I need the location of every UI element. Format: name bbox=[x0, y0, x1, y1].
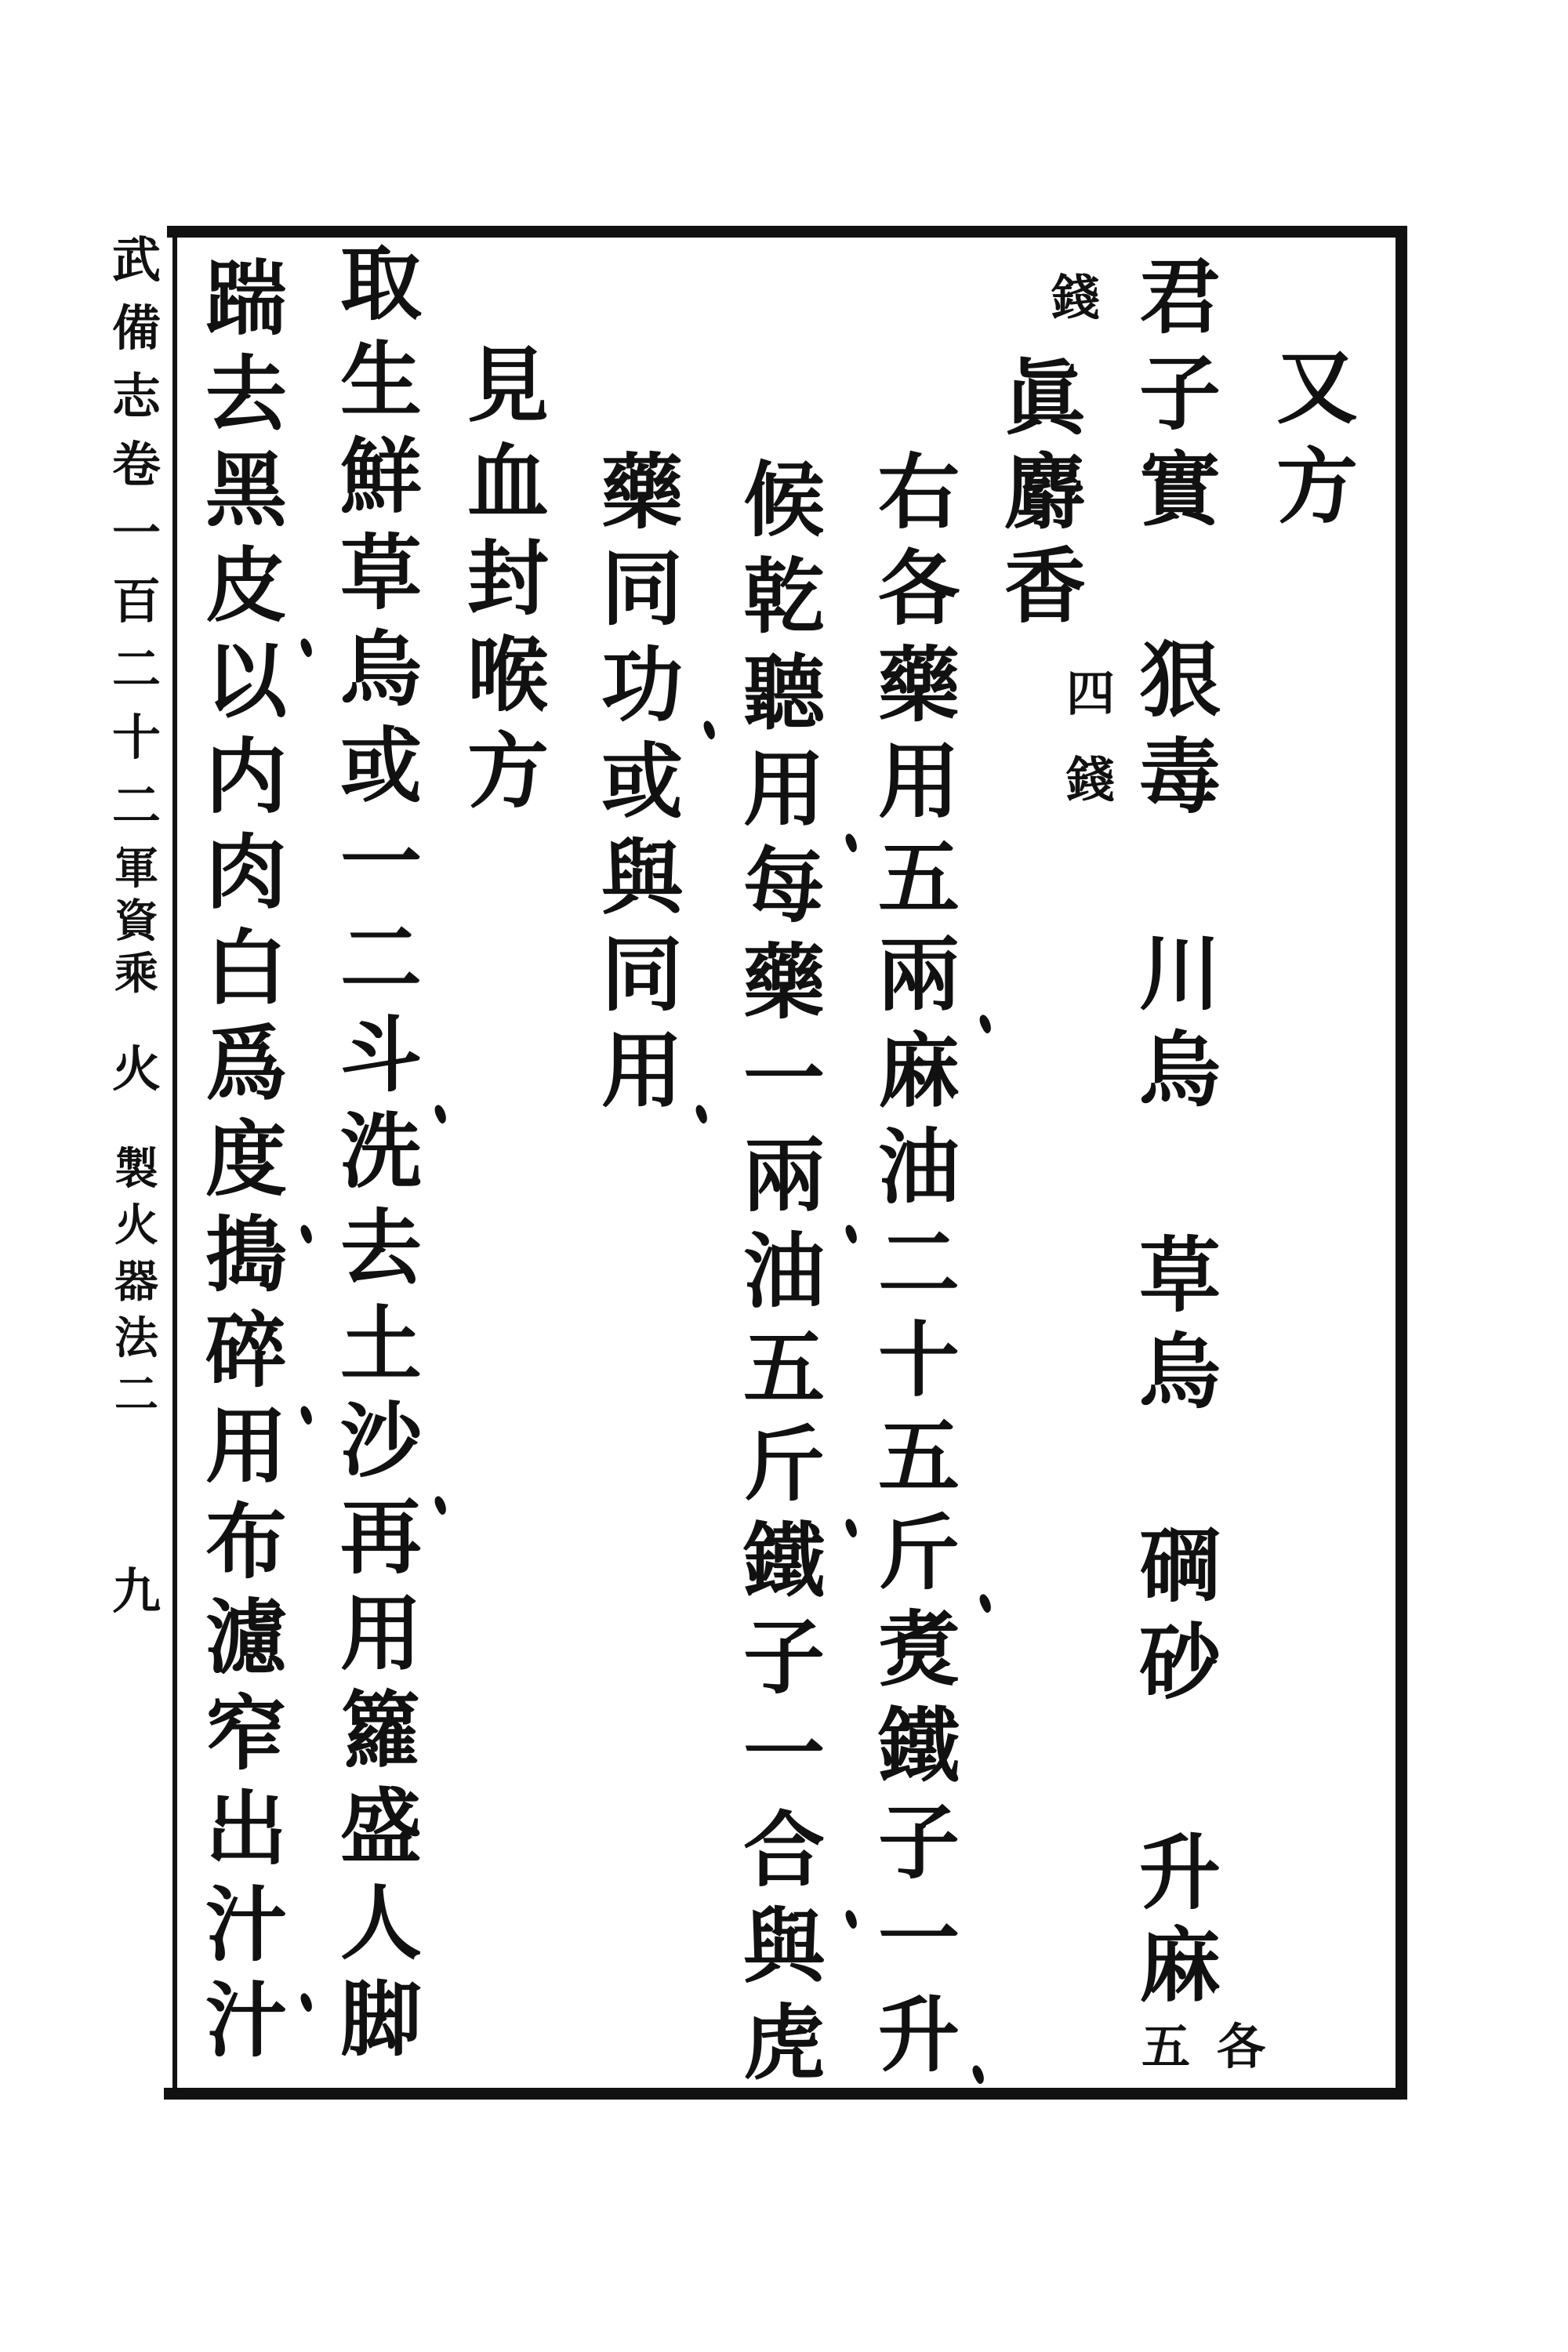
glyph: 乾 bbox=[742, 548, 825, 644]
glyph: 五 bbox=[877, 1408, 960, 1504]
glyph: 每 bbox=[742, 837, 825, 934]
glyph: 斤 bbox=[742, 1416, 825, 1512]
glyph: 二 bbox=[339, 910, 422, 1007]
glyph: 再 bbox=[339, 1489, 422, 1585]
glyph: 去 bbox=[339, 1200, 422, 1296]
glyph: 封 bbox=[466, 530, 549, 626]
glyph: 四 bbox=[1065, 665, 1115, 722]
instruction-line bbox=[191, 251, 301, 2068]
glyph: 二 bbox=[111, 777, 161, 834]
glyph: 同 bbox=[601, 926, 683, 1022]
glyph: 又 bbox=[1276, 339, 1358, 435]
glyph: 汁 bbox=[205, 1972, 287, 2068]
glyph: 軍 bbox=[114, 843, 158, 895]
glyph: 香 bbox=[1004, 538, 1086, 634]
glyph: 眞 bbox=[1004, 350, 1086, 446]
glyph: 鐵 bbox=[742, 1512, 825, 1609]
recipe-1-heading bbox=[1262, 337, 1372, 536]
glyph: 子 bbox=[877, 1794, 960, 1890]
glyph: 血 bbox=[466, 434, 549, 530]
glyph: 内 bbox=[205, 728, 287, 825]
glyph: 汁 bbox=[205, 1876, 287, 1973]
instruction-line bbox=[864, 444, 974, 2083]
punctuation-mark bbox=[701, 720, 718, 741]
glyph: 升 bbox=[877, 1987, 960, 2083]
glyph: 洗 bbox=[339, 1103, 422, 1200]
glyph: 沙 bbox=[339, 1392, 422, 1489]
glyph: 同 bbox=[601, 540, 683, 637]
glyph: 黑 bbox=[205, 441, 287, 538]
glyph: 或 bbox=[601, 733, 683, 829]
glyph: 取 bbox=[339, 235, 422, 332]
punctuation-mark bbox=[977, 1014, 994, 1035]
glyph: 斤 bbox=[877, 1504, 960, 1601]
glyph: 爲 bbox=[205, 1015, 287, 1112]
instruction-line bbox=[729, 452, 839, 2091]
margin-book-title bbox=[108, 226, 169, 840]
glyph: 脚 bbox=[339, 1971, 422, 2067]
ingredient-item bbox=[1125, 1824, 1235, 2013]
frame-right-border bbox=[1396, 226, 1407, 2100]
margin-page-number bbox=[108, 1560, 169, 1623]
glyph: 用 bbox=[742, 741, 825, 837]
glyph: 油 bbox=[877, 1119, 960, 1215]
glyph: 二 bbox=[111, 641, 161, 698]
instruction-line bbox=[587, 444, 697, 1119]
dosage-note bbox=[1059, 651, 1122, 823]
glyph: 實 bbox=[1138, 441, 1221, 538]
glyph: 與 bbox=[742, 1898, 825, 1994]
glyph: 二 bbox=[877, 1215, 960, 1312]
margin-label bbox=[108, 220, 174, 1631]
glyph: 藥 bbox=[877, 637, 960, 733]
glyph: 出 bbox=[205, 1780, 287, 1877]
punctuation-mark bbox=[843, 1224, 860, 1245]
glyph: 各 bbox=[877, 540, 960, 637]
punctuation-mark bbox=[843, 1518, 860, 1539]
dosage-note bbox=[1210, 2016, 1272, 2078]
glyph: 或 bbox=[339, 717, 422, 814]
glyph: 聽 bbox=[742, 644, 825, 741]
glyph: 濾 bbox=[205, 1589, 287, 1686]
glyph: 製 bbox=[114, 1143, 158, 1195]
glyph: 麻 bbox=[1138, 1917, 1221, 2013]
glyph: 斗 bbox=[339, 1007, 422, 1103]
instruction-line bbox=[326, 235, 436, 2067]
glyph: 錢 bbox=[1065, 751, 1115, 808]
margin-category bbox=[108, 1033, 169, 1105]
glyph: 右 bbox=[877, 444, 960, 540]
glyph: 用 bbox=[339, 1585, 422, 1682]
glyph: 鐵 bbox=[877, 1697, 960, 1794]
glyph: 毒 bbox=[1138, 728, 1221, 825]
glyph: 升 bbox=[1138, 1824, 1221, 1921]
glyph: 度 bbox=[205, 1111, 287, 1207]
glyph: 煑 bbox=[877, 1601, 960, 1697]
glyph: 川 bbox=[1138, 925, 1221, 1022]
glyph: 與 bbox=[601, 829, 683, 926]
glyph: 去 bbox=[205, 346, 287, 442]
ingredient-item bbox=[1125, 249, 1235, 538]
ingredient-item bbox=[1125, 632, 1235, 825]
glyph: 烏 bbox=[339, 621, 422, 717]
glyph: 備 bbox=[111, 299, 161, 357]
glyph: 候 bbox=[742, 452, 825, 548]
glyph: 乘 bbox=[114, 948, 158, 1000]
glyph: 人 bbox=[339, 1875, 422, 1971]
glyph: 皮 bbox=[205, 537, 287, 633]
glyph: 草 bbox=[1138, 1227, 1221, 1323]
glyph: 一 bbox=[111, 504, 161, 561]
glyph: 狠 bbox=[1138, 632, 1221, 728]
ingredient-item bbox=[1125, 1517, 1235, 1710]
glyph: 功 bbox=[601, 637, 683, 733]
ingredient-item bbox=[1125, 1227, 1235, 1420]
glyph: 法 bbox=[114, 1312, 158, 1364]
glyph: 合 bbox=[742, 1802, 825, 1898]
glyph: 卷 bbox=[111, 436, 161, 493]
glyph: 二 bbox=[114, 1369, 158, 1421]
glyph: 器 bbox=[114, 1256, 158, 1308]
glyph: 火 bbox=[114, 1200, 158, 1251]
glyph: 志 bbox=[111, 368, 161, 425]
dosage-note bbox=[1044, 267, 1107, 329]
punctuation-mark bbox=[977, 1593, 994, 1614]
glyph: 一 bbox=[742, 1030, 825, 1127]
glyph: 碙 bbox=[1138, 1517, 1221, 1613]
glyph: 麻 bbox=[877, 1022, 960, 1119]
glyph: 火 bbox=[111, 1040, 161, 1098]
glyph: 錢 bbox=[1051, 269, 1100, 326]
glyph: 生 bbox=[339, 332, 422, 428]
glyph: 藥 bbox=[742, 934, 825, 1030]
glyph: 九 bbox=[111, 1563, 161, 1620]
glyph: 兩 bbox=[877, 926, 960, 1022]
glyph: 盛 bbox=[339, 1778, 422, 1875]
margin-section bbox=[108, 843, 169, 1000]
dosage-note bbox=[1134, 2016, 1197, 2078]
glyph: 喉 bbox=[466, 626, 549, 723]
punctuation-mark bbox=[843, 833, 860, 854]
glyph: 用 bbox=[205, 1398, 287, 1494]
glyph: 五 bbox=[877, 829, 960, 926]
glyph: 踹 bbox=[205, 250, 287, 347]
glyph: 肉 bbox=[205, 824, 287, 920]
ingredient-item bbox=[1125, 925, 1235, 1118]
glyph: 麝 bbox=[1004, 444, 1086, 540]
glyph: 以 bbox=[205, 633, 287, 729]
glyph: 方 bbox=[1276, 438, 1358, 535]
glyph: 子 bbox=[1138, 345, 1221, 441]
recipe-2-heading bbox=[453, 337, 563, 819]
punctuation-mark bbox=[843, 1909, 860, 1930]
glyph: 白 bbox=[205, 920, 287, 1016]
glyph: 布 bbox=[205, 1494, 287, 1590]
glyph: 各 bbox=[1216, 2018, 1265, 2075]
glyph: 籮 bbox=[339, 1682, 422, 1778]
glyph: 烏 bbox=[1138, 1323, 1221, 1420]
glyph: 砂 bbox=[1138, 1613, 1221, 1710]
glyph: 窄 bbox=[205, 1685, 287, 1781]
glyph: 一 bbox=[877, 1890, 960, 1987]
glyph: 五 bbox=[1141, 2018, 1190, 2075]
glyph: 十 bbox=[877, 1312, 960, 1408]
glyph: 百 bbox=[111, 572, 161, 630]
glyph: 烏 bbox=[1138, 1022, 1221, 1118]
glyph: 土 bbox=[339, 1296, 422, 1392]
ingredient-item bbox=[990, 351, 1100, 633]
glyph: 油 bbox=[742, 1223, 825, 1319]
glyph: 一 bbox=[339, 814, 422, 910]
glyph: 搗 bbox=[205, 1207, 287, 1303]
glyph: 武 bbox=[111, 231, 161, 289]
glyph: 子 bbox=[742, 1609, 825, 1705]
glyph: 藥 bbox=[601, 444, 683, 540]
glyph: 一 bbox=[742, 1705, 825, 1802]
glyph: 虎 bbox=[742, 1994, 825, 2091]
glyph: 鮮 bbox=[339, 428, 422, 524]
glyph: 草 bbox=[339, 524, 422, 621]
glyph: 十 bbox=[111, 709, 161, 766]
glyph: 碎 bbox=[205, 1302, 287, 1399]
glyph: 見 bbox=[466, 337, 549, 434]
glyph: 五 bbox=[742, 1319, 825, 1416]
glyph: 方 bbox=[466, 723, 549, 819]
margin-subsection bbox=[108, 1141, 169, 1423]
glyph: 用 bbox=[601, 1022, 683, 1119]
glyph: 用 bbox=[877, 733, 960, 829]
glyph: 資 bbox=[114, 895, 158, 947]
glyph: 兩 bbox=[742, 1127, 825, 1223]
glyph: 君 bbox=[1138, 249, 1221, 345]
